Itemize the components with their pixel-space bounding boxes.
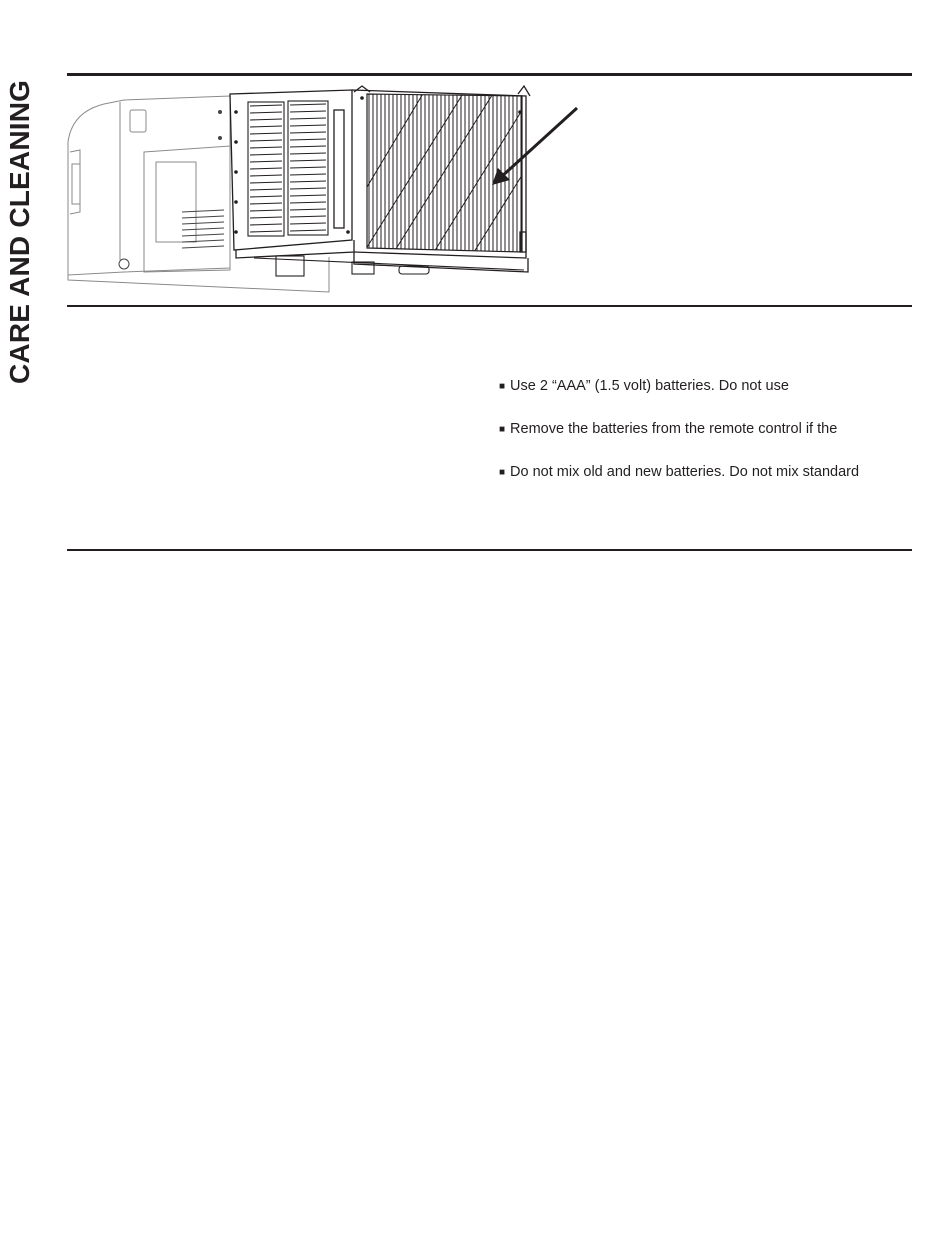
list-item bbox=[499, 420, 919, 463]
bullet-icon: ■ bbox=[499, 424, 506, 435]
bullet-icon: ■ bbox=[499, 467, 506, 478]
note-text: Do not mix old and new batteries. Do not mix standard bbox=[510, 464, 860, 480]
bullet-icon: ■ bbox=[499, 381, 506, 392]
note-text: Use 2 “AAA” (1.5 volt) batteries. Do not use bbox=[510, 378, 789, 394]
list-item bbox=[499, 463, 919, 506]
bottom-divider bbox=[67, 549, 912, 551]
middle-divider bbox=[67, 305, 912, 307]
battery-notes-list bbox=[499, 377, 919, 506]
list-item bbox=[499, 377, 919, 420]
top-divider bbox=[67, 73, 912, 76]
air-conditioner-filter-illustration bbox=[64, 82, 604, 297]
section-title: CARE AND CLEANING bbox=[4, 79, 35, 384]
note-text: Remove the batteries from the remote control if the bbox=[510, 421, 838, 437]
